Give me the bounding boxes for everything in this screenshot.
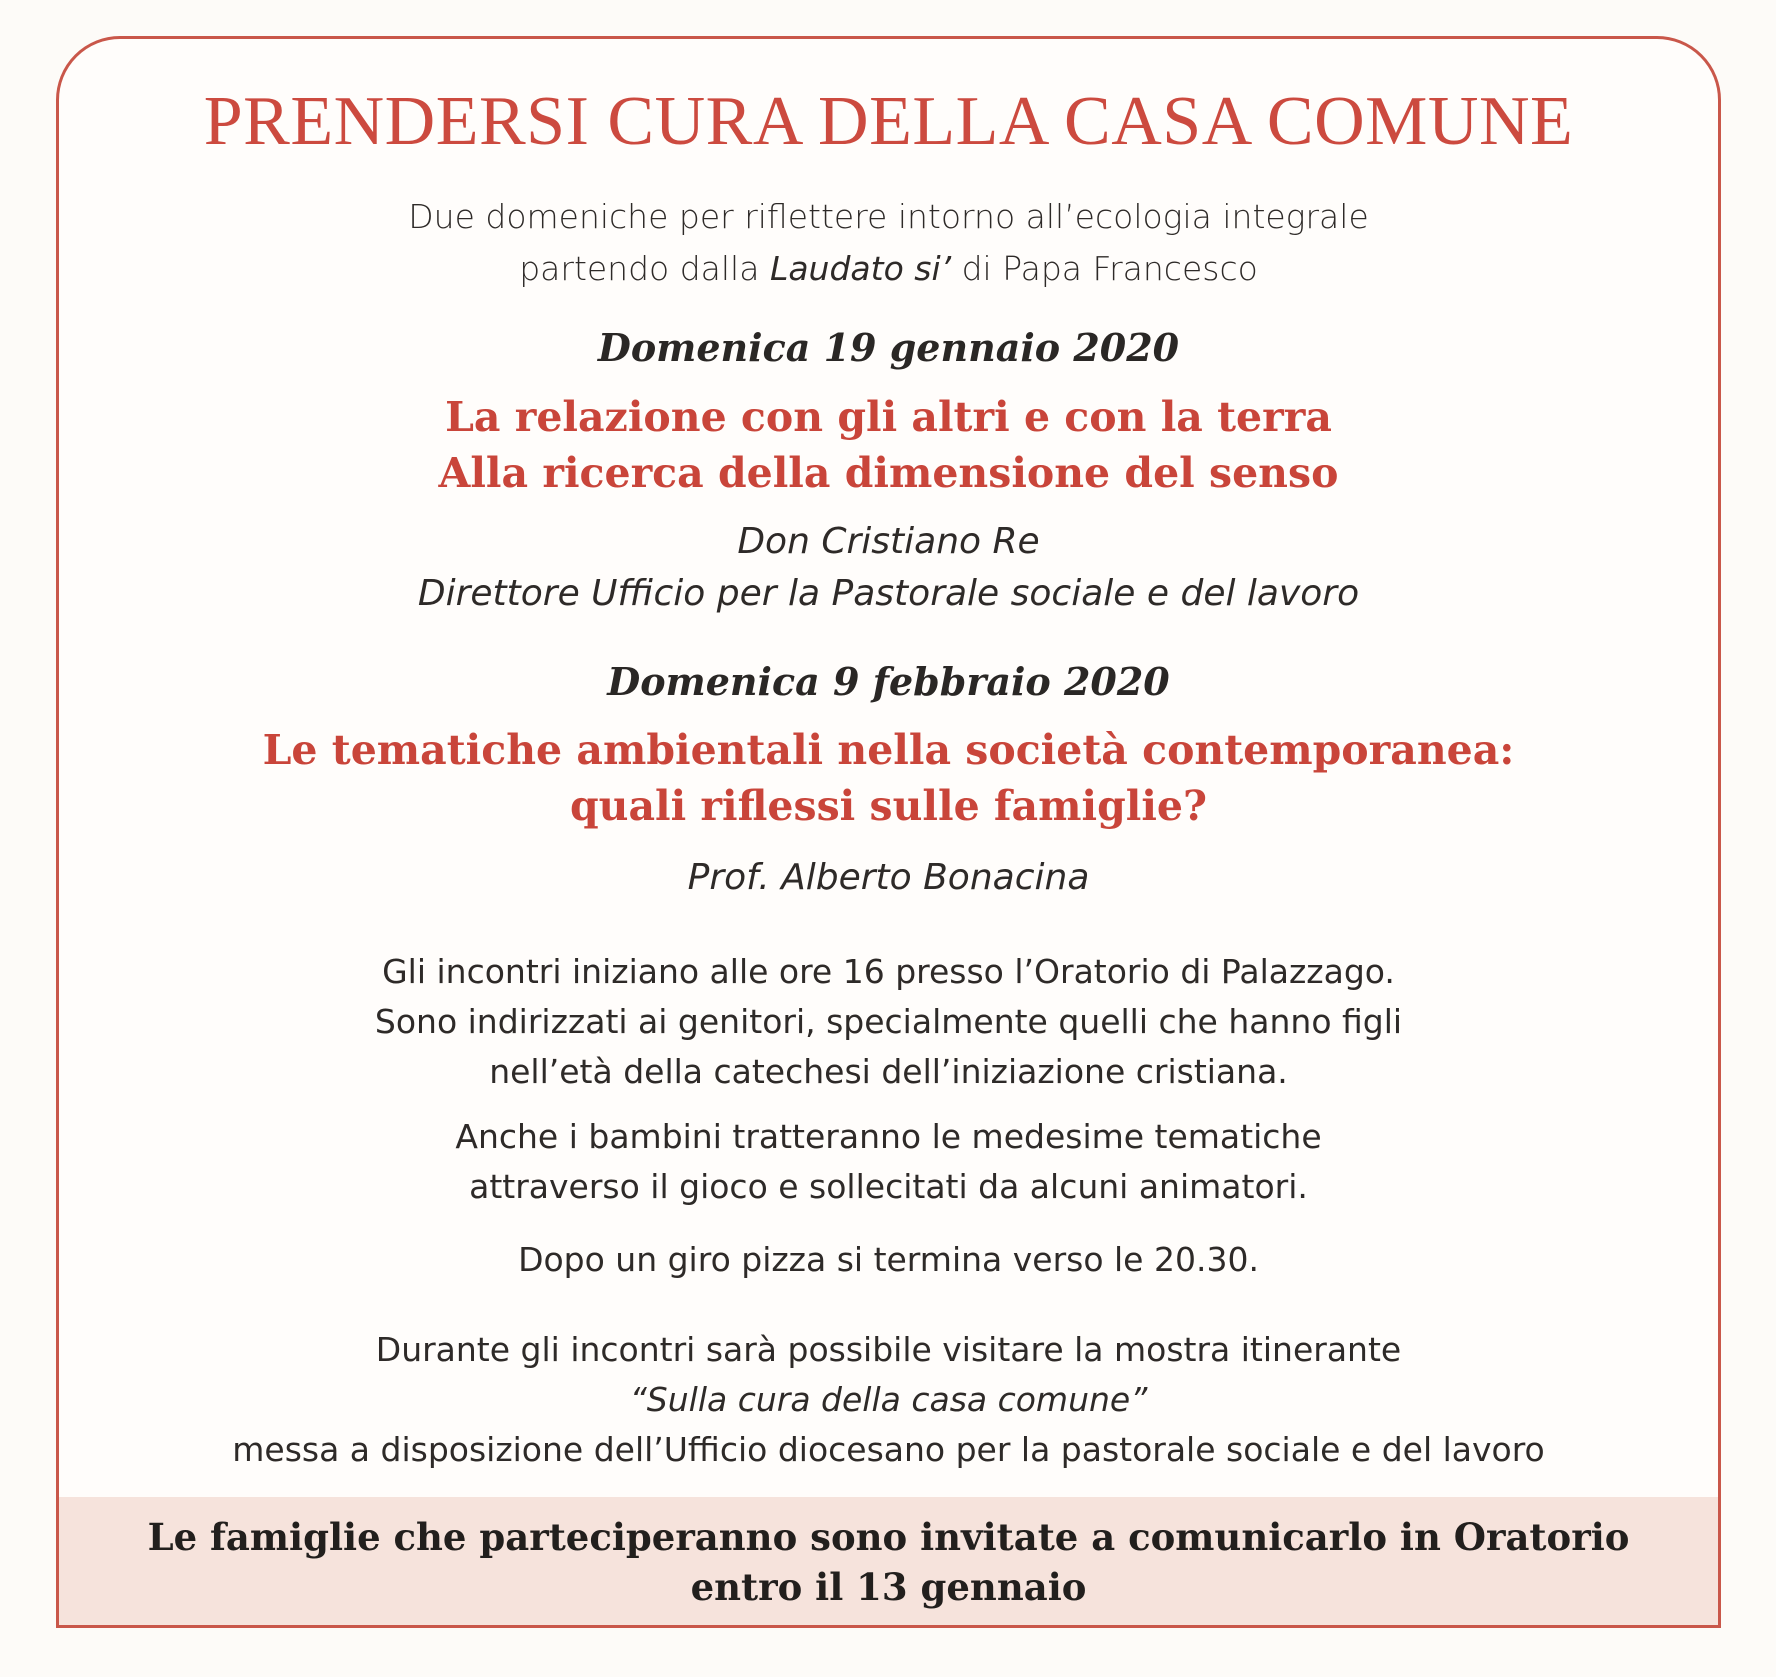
info-p3-line-1: Dopo un giro pizza si termina verso le 20.30. xyxy=(518,1240,1259,1279)
event-2-title-line-2: quali riflessi sulle famiglie? xyxy=(569,782,1208,830)
info-p1-line-1: Gli incontri iniziano alle ore 16 presso l’Oratorio di Palazzago. xyxy=(382,952,1395,991)
intro-line-2-before: partendo dalla xyxy=(519,249,770,288)
info-p1-line-2: Sono indirizzati ai genitori, specialmente quelli che hanno figli xyxy=(374,1002,1403,1041)
info-paragraph-exhibition xyxy=(59,1325,1718,1475)
registration-notice-line-1: Le famiglie che parteciperanno sono invitate a comunicarlo in Oratorio xyxy=(147,1515,1630,1559)
event-1-speaker xyxy=(59,516,1718,620)
encyclical-name: Laudato si’ xyxy=(769,249,952,288)
info-p2-line-1: Anche i bambini tratteranno le medesime tematiche xyxy=(455,1117,1322,1156)
intro-line-2-after: di Papa Francesco xyxy=(951,249,1258,288)
event-2-title-line-1: Le tematiche ambientali nella società contemporanea: xyxy=(262,726,1515,774)
info-paragraph-schedule xyxy=(59,947,1718,1097)
registration-notice xyxy=(59,1497,1718,1628)
event-2-speaker-name: Prof. Alberto Bonacina xyxy=(687,857,1090,898)
event-2-date: Domenica 9 febbraio 2020 xyxy=(607,659,1170,704)
flyer-frame xyxy=(56,36,1721,1628)
event-1-title-line-2: Alla ricerca della dimensione del senso xyxy=(438,449,1339,497)
info-p4-line-1: Durante gli incontri sarà possibile visitare la mostra itinerante xyxy=(375,1330,1402,1369)
event-2-speaker xyxy=(59,852,1718,904)
info-p2-line-2: attraverso il gioco e sollecitati da alcuni animatori. xyxy=(469,1167,1308,1206)
intro-text xyxy=(59,191,1718,295)
info-p1-line-3: nell’età della catechesi dell’iniziazione cristiana. xyxy=(489,1052,1288,1091)
event-1-speaker-role: Direttore Ufficio per la Pastorale sociale e del lavoro xyxy=(417,573,1360,614)
intro-line-1: Due domeniche per riflettere intorno all’ecologia integrale xyxy=(408,197,1369,236)
event-1-title-line-1: La relazione con gli altri e con la terra xyxy=(445,393,1332,441)
event-1-title xyxy=(59,389,1718,501)
intro-line-2 xyxy=(59,243,1718,295)
event-1-speaker-name: Don Cristiano Re xyxy=(737,521,1040,562)
info-paragraph-children xyxy=(59,1112,1718,1212)
registration-notice-line-2: entro il 13 gennaio xyxy=(690,1565,1087,1609)
event-2-title xyxy=(59,722,1718,834)
exhibition-name: “Sulla cura della casa comune” xyxy=(629,1380,1148,1419)
info-p4-line-3: messa a disposizione dell’Ufficio diocesano per la pastorale sociale e del lavoro xyxy=(232,1430,1545,1469)
info-paragraph-pizza xyxy=(59,1235,1718,1285)
event-1-date: Domenica 19 gennaio 2020 xyxy=(597,325,1180,370)
flyer-title: PRENDERSI CURA DELLA CASA COMUNE xyxy=(203,83,1574,160)
